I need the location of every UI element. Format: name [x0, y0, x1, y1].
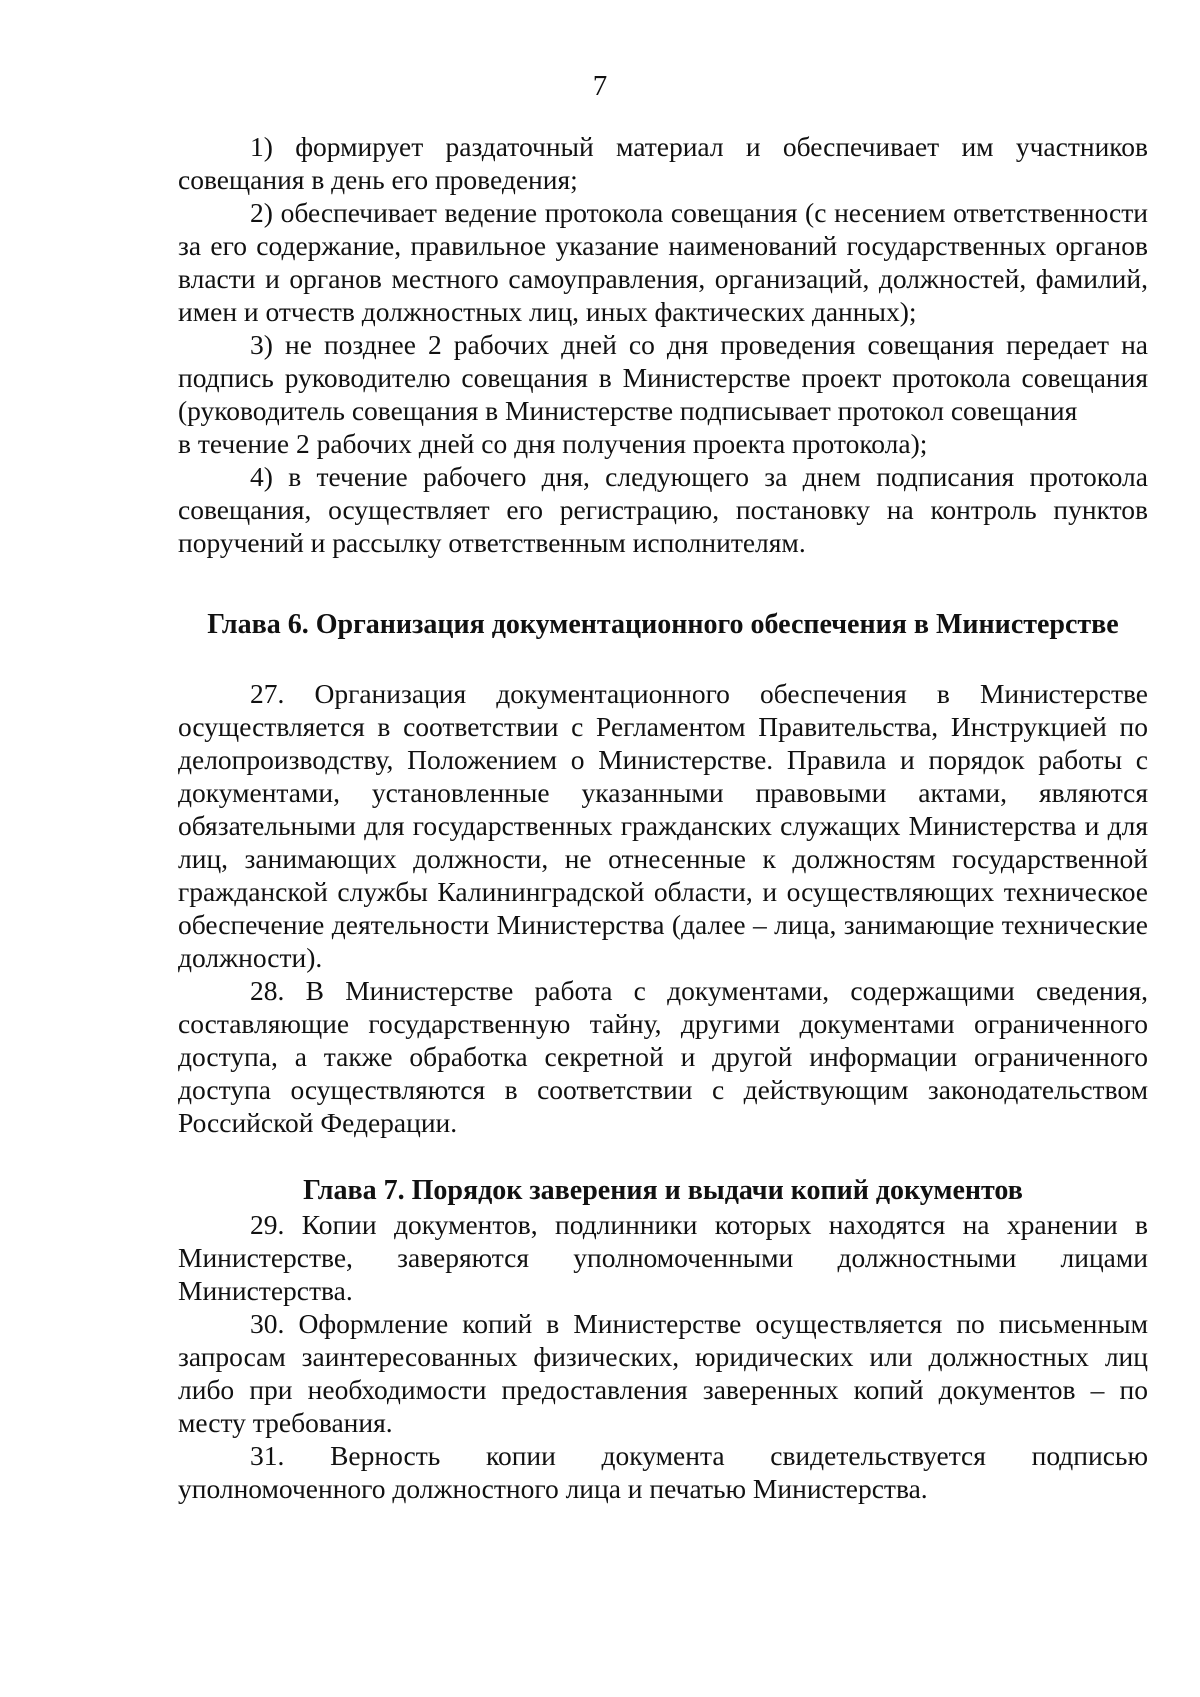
paragraph-29: 29. Копии документов, подлинники которых находятся на хранении в Министерстве, заверяются уполномоченными должностными лицами Министерства.	[178, 1209, 1148, 1306]
page-number: 7	[592, 70, 608, 102]
spacer	[178, 559, 1148, 608]
paragraph-30: 30. Оформление копий в Министерстве осуществляется по письменным запросам заинтересованных физических, юридических или должностных лиц либо при необходимости предоставления заверенных копий документов – по месту требования.	[178, 1308, 1148, 1438]
list-item-3: 3) не позднее 2 рабочих дней со дня проведения совещания передает на подпись руководителю совещания в Министерстве проект протокола совещания (руководитель совещания в Министерстве подписывает протокол совещания	[178, 329, 1148, 426]
chapter-6-heading: Глава 6. Организация документационного обеспечения в Министерстве	[207, 609, 1119, 640]
paragraph-27: 27. Организация документационного обеспечения в Министерстве осуществляется в соответствии с Регламентом Правительства, Инструкцией по делопроизводству, Положением о Министерстве. Правила и порядок работы с документами, установленные указанными правовыми актами, являются обязательными для государственных гражданских служащих Министерства и для лиц, занимающих должности, не отнесенные к должностям государственной гражданской службы Калининградской области, и осуществляющих техническое обеспечение деятельности Министерства (далее – лица, занимающие технические должности).	[178, 678, 1148, 973]
spacer	[178, 1139, 1148, 1174]
list-item-2: 2) обеспечивает ведение протокола совещания (с несением ответственности за его содержание, правильное указание наименований государственных органов власти и органов местного самоуправления, организаций, должностей, фамилий, имен и отчеств должностных лиц, иных фактических данных);	[178, 197, 1148, 327]
paragraph-28: 28. В Министерстве работа с документами, содержащими сведения, составляющие государственную тайну, другими документами ограниченного доступа, а также обработка секретной и другой информации ограниченного доступа осуществляются в соответствии с действующим законодательством Российской Федерации.	[178, 975, 1148, 1138]
paragraph-31: 31. Верность копии документа свидетельствуется подписью уполномоченного должностного лица и печатью Министерства.	[178, 1440, 1148, 1504]
list-item-3-continuation: в течение 2 рабочих дней со дня получения проекта протокола);	[178, 428, 928, 459]
chapter-7-heading: Глава 7. Порядок заверения и выдачи копий документов	[303, 1175, 1023, 1206]
list-item-4: 4) в течение рабочего дня, следующего за днем подписания протокола совещания, осуществляет его регистрацию, постановку на контроль пунктов поручений и рассылку ответственным исполнителям.	[178, 461, 1148, 558]
spacer	[178, 642, 1148, 677]
document-body	[178, 130, 1148, 1505]
list-item-1: 1) формирует раздаточный материал и обеспечивает им участников совещания в день его проведения;	[178, 131, 1148, 195]
